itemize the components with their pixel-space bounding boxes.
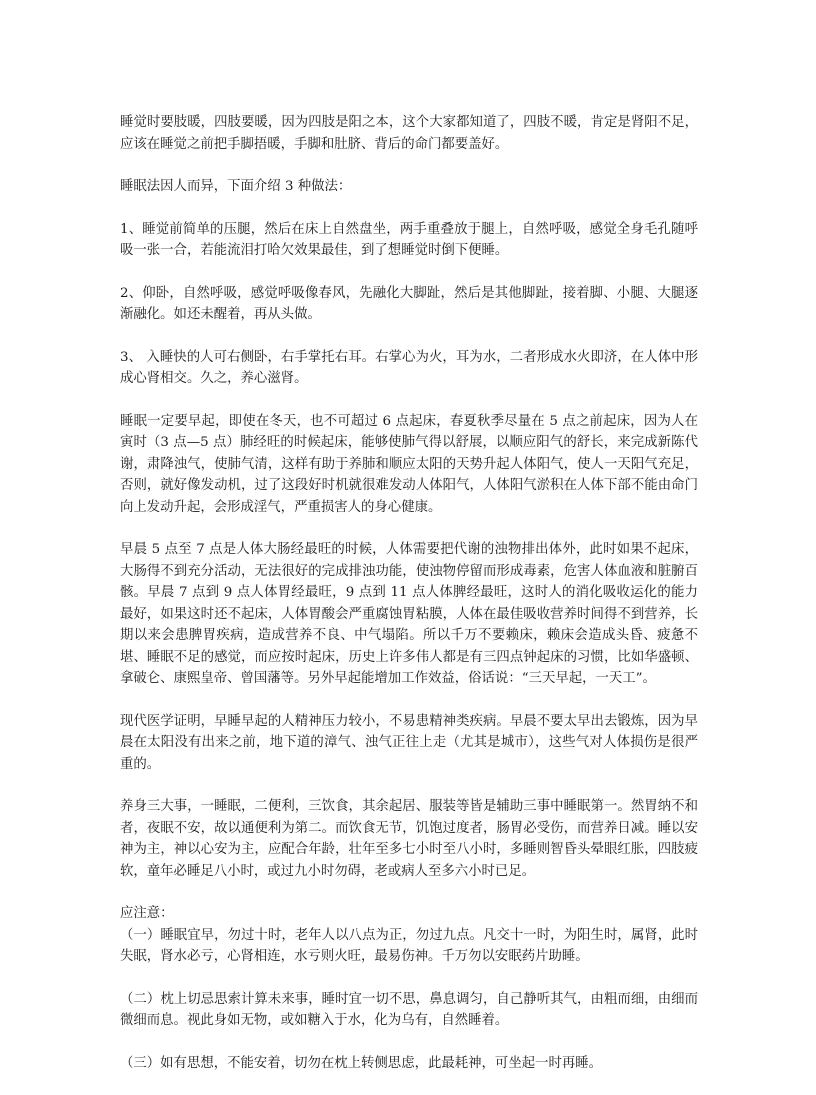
note-item-1: （一）睡眠宜早，勿过十时，老年人以八点为正，勿过九点。凡交十一时，为阳生时，属肾，此时失眠，肾水必亏，心肾相连，水亏则火旺，最易伤神。千万勿以安眠药片助睡。 xyxy=(120,927,698,964)
paragraph-limbs-warm: 睡觉时要肢暖，四肢要暖，因为四肢是阳之本，这个大家都知道了，四肢不暖，肯定是肾阳不足，应该在睡觉之前把手脚捂暖，手脚和肚脐、背后的命门都要盖好。 xyxy=(120,115,698,152)
paragraph-early-rise: 睡眠一定要早起，即使在冬天，也不可超过 6 点起床，春夏秋季尽量在 5 点之前起床，因为人在寅时（3 点—5 点）肺经旺的时候起床，能够使肺气得以舒展，以顺应阳气的舒长，来完成新陈代谢，肃降浊气，使肺气清，这样有助于养肺和顺应太阳的天势升起人体阳气，使人一天阳气充足，否则，就好像发动机，过了这段好时机就很难发动人体阳气，人体阳气淤积在人体下部不能由命门向上发动升起，会形成淫气，严重损害人的身心健康。 xyxy=(120,413,698,515)
paragraph-three-essentials: 养身三大事，一睡眠，二便利，三饮食，其余起居、服装等皆是辅助三事中睡眠第一。然胃纳不和者，夜眠不安，故以通便利为第二。而饮食无节，饥饱过度者，肠胃必受伤，而营养日减。睡以安神为主，神以心安为主，应配合年龄，壮年至多七小时至八小时，多睡则智昏头晕眼红胀，四肢疲软，童年必睡足八小时，或过九小时勿碍，老或病人至多六小时已足。 xyxy=(120,799,698,879)
paragraph-methods-intro: 睡眠法因人而异，下面介绍 3 种做法： xyxy=(120,179,352,194)
paragraph-modern-medicine: 现代医学证明，早睡早起的人精神压力较小，不易患精神类疾病。早晨不要太早出去锻炼，因为早晨在太阳没有出来之前，地下道的漳气、浊气正往上走（尤其是城市），这些气对人体损伤是很严重的。 xyxy=(120,713,698,772)
notes-heading: 应注意： xyxy=(120,906,174,921)
paragraph-method-1: 1、睡觉前简单的压腿，然后在床上自然盘坐，两手重叠放于腿上，自然呼吸，感觉全身毛孔随呼吸一张一合，若能流泪打哈欠效果最佳，到了想睡觉时倒下便睡。 xyxy=(120,221,698,258)
paragraph-morning-meridians: 早晨 5 点至 7 点是人体大肠经最旺的时候，人体需要把代谢的浊物排出体外，此时如果不起床，大肠得不到充分活动，无法很好的完成排浊功能，使浊物停留而形成毒素，危害人体血液和脏腑百骸。早晨 7 点到 9 点人体胃经最旺，9 点到 11 点人体脾经最旺，这时人的消化吸收运化的能力最好，如果这时还不起床，人体胃酸会严重腐蚀胃粘膜，人体在最佳吸收营养时间得不到营养，长期以来会患脾胃疾病，造成营养不良、中气塌陷。所以千万不要赖床，赖床会造成头昏、疲惫不堪、睡眠不足的感觉，而应按时起床，历史上许多伟人都是有三四点钟起床的习惯，比如华盛顿、拿破仑、康熙皇帝、曾国藩等。另外早起能增加工作效益，俗话说：“三天早起，一天工”。 xyxy=(120,542,698,686)
note-item-3: （三）如有思想，不能安着，切勿在枕上转侧思虑，此最耗神，可坐起一时再睡。 xyxy=(120,1055,603,1071)
document-body xyxy=(120,112,698,1095)
paragraph-method-2: 2、仰卧，自然呼吸，感觉呼吸像春风，先融化大脚趾，然后是其他脚趾，接着脚、小腿、大腿逐渐融化。如还未醒着，再从头做。 xyxy=(120,285,698,322)
paragraph-method-3: 3、 入睡快的人可右侧卧，右手掌托右耳。右掌心为火，耳为水，二者形成水火即济，在人体中形成心肾相交。久之，养心滋肾。 xyxy=(120,349,698,386)
note-item-2: （二）枕上切忌思索计算未来事，睡时宜一切不思，鼻息调匀，自己静听其气，由粗而细，由细而微细而息。视此身如无物，或如糖入于水，化为乌有，自然睡着。 xyxy=(120,991,698,1028)
